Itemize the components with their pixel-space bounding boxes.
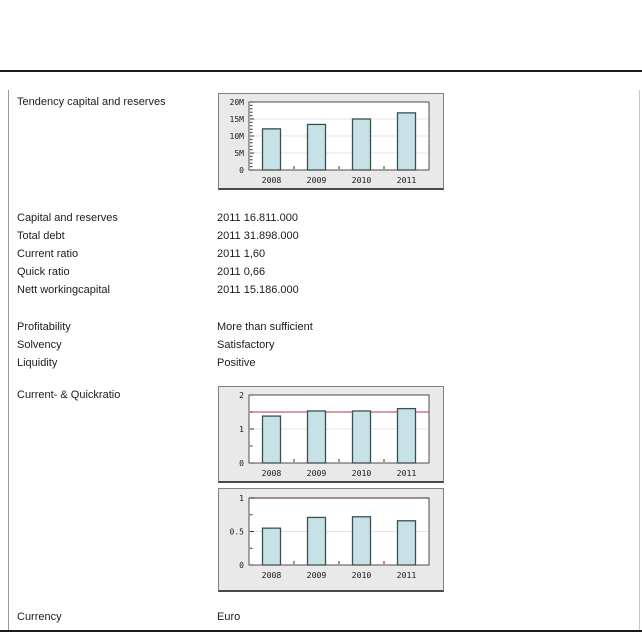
svg-text:0: 0 xyxy=(239,561,244,570)
metric-value: 2011 1,60 xyxy=(217,248,266,260)
svg-text:2011: 2011 xyxy=(396,175,417,185)
currency-label: Currency xyxy=(17,611,62,623)
svg-text:1: 1 xyxy=(239,494,244,503)
metric-value: 2011 31.898.000 xyxy=(217,230,299,242)
svg-text:0.5: 0.5 xyxy=(229,527,244,537)
assessment-row xyxy=(0,357,642,371)
metric-row xyxy=(0,248,642,262)
svg-text:2010: 2010 xyxy=(351,468,372,478)
top-rule xyxy=(0,70,642,72)
svg-text:2009: 2009 xyxy=(306,468,327,478)
svg-text:0: 0 xyxy=(239,166,244,175)
currency-row xyxy=(0,611,642,625)
svg-text:2008: 2008 xyxy=(261,570,282,580)
tendency-chart-label: Tendency capital and reserves xyxy=(17,96,166,108)
current-ratio-chart xyxy=(218,386,444,483)
metric-label: Capital and reserves xyxy=(17,212,118,224)
metric-row xyxy=(0,212,642,226)
svg-text:2009: 2009 xyxy=(306,175,327,185)
assessment-value: Satisfactory xyxy=(217,339,275,351)
svg-text:2011: 2011 xyxy=(396,570,417,580)
assessment-label: Profitability xyxy=(17,321,71,333)
bottom-rule xyxy=(0,630,642,632)
metric-row xyxy=(0,230,642,244)
svg-text:1: 1 xyxy=(239,425,244,434)
currency-value: Euro xyxy=(217,611,241,623)
metric-row xyxy=(0,266,642,280)
metric-value: 2011 0,66 xyxy=(217,266,266,278)
svg-text:0: 0 xyxy=(239,459,244,468)
svg-text:2008: 2008 xyxy=(261,175,282,185)
metric-value: 2011 16.811.000 xyxy=(217,212,298,224)
ratio-charts-label: Current- & Quickratio xyxy=(17,389,121,401)
metric-value: 2011 15.186.000 xyxy=(217,284,299,296)
assessment-label: Liquidity xyxy=(17,357,58,369)
svg-text:15M: 15M xyxy=(229,115,244,124)
svg-text:5M: 5M xyxy=(234,149,244,158)
assessment-row xyxy=(0,339,642,353)
svg-text:2011: 2011 xyxy=(396,468,417,478)
capital-reserves-chart xyxy=(218,93,444,190)
svg-text:2010: 2010 xyxy=(351,175,372,185)
assessment-label: Solvency xyxy=(17,339,62,351)
svg-text:2: 2 xyxy=(239,391,244,400)
metric-row xyxy=(0,284,642,298)
assessment-row xyxy=(0,321,642,335)
svg-text:2009: 2009 xyxy=(306,570,327,580)
metric-label: Nett workingcapital xyxy=(17,284,110,296)
assessment-value: Positive xyxy=(217,357,256,369)
metric-label: Total debt xyxy=(17,230,65,242)
svg-text:10M: 10M xyxy=(229,132,244,141)
quick-ratio-chart xyxy=(218,488,444,592)
metric-label: Current ratio xyxy=(17,248,79,260)
metric-label: Quick ratio xyxy=(17,266,70,278)
svg-text:2008: 2008 xyxy=(261,468,282,478)
svg-text:2010: 2010 xyxy=(351,570,372,580)
assessment-value: More than sufficient xyxy=(217,321,313,333)
svg-text:20M: 20M xyxy=(229,98,244,107)
